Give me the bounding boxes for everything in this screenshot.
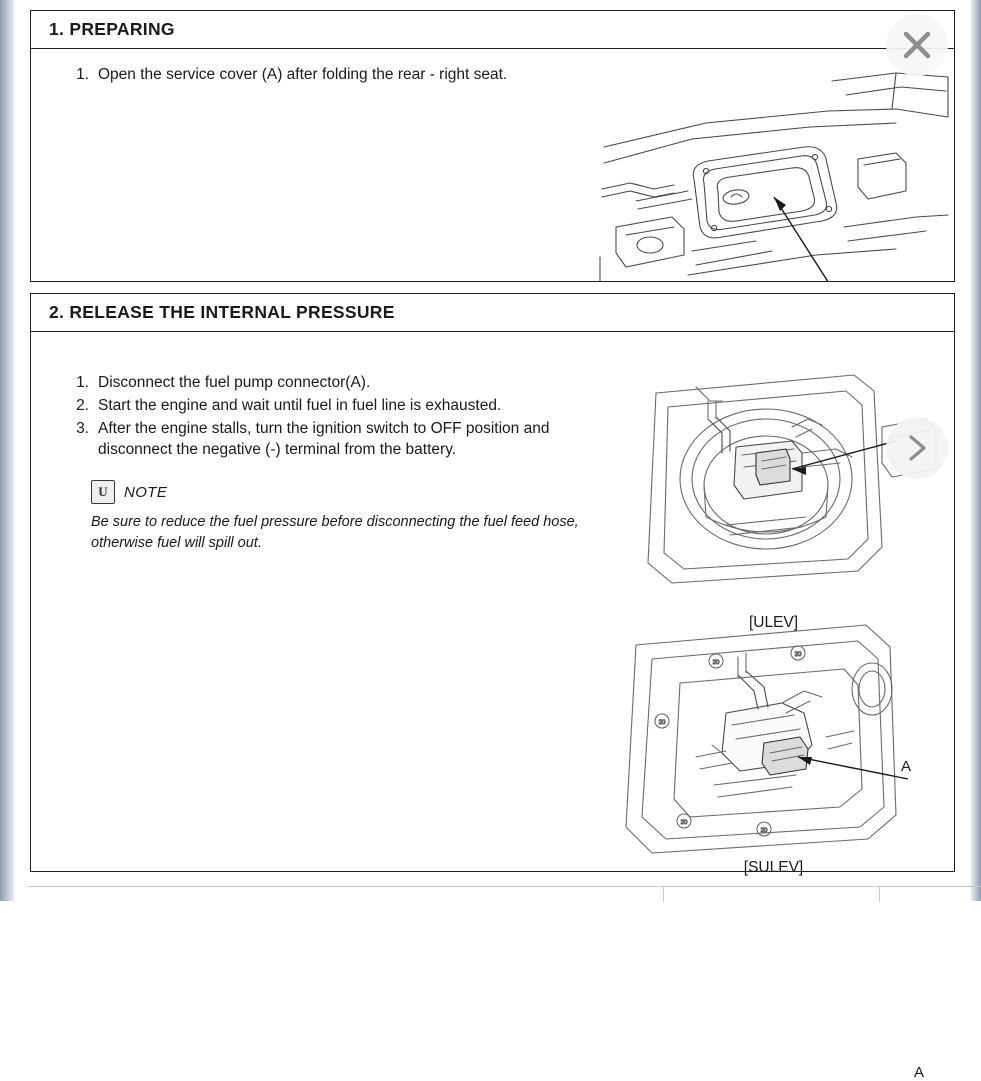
footer-cell-1 — [28, 887, 664, 902]
section-release-pressure — [30, 293, 955, 1081]
figure-sulev — [596, 617, 951, 1081]
figure-service-cover — [596, 51, 951, 281]
note-text: Be sure to reduce the fuel pressure before disconnecting the fuel feed hose, otherwise fuel will spill out. — [91, 514, 579, 551]
step-text: After the engine stalls, turn the ignition switch to OFF position and disconnect the negative (-) terminal from the battery. — [98, 419, 550, 458]
note-header — [91, 480, 601, 504]
sulev-fuel-pump-illustration — [596, 617, 951, 857]
figure-caption-sulev: [SULEV] — [743, 859, 804, 876]
ulev-fuel-pump-illustration — [596, 357, 951, 612]
section-release-pressure-title: 2. RELEASE THE INTERNAL PRESSURE — [49, 302, 395, 322]
section-release-pressure-body — [31, 332, 954, 1081]
section-release-pressure-steps — [59, 373, 589, 463]
svg-text:20: 20 — [680, 820, 688, 826]
viewer-right-edge — [971, 0, 981, 901]
page-footer-strip — [28, 886, 981, 902]
note-icon: U — [91, 480, 115, 504]
footer-cell-3 — [880, 887, 981, 902]
step-text: Open the service cover (A) after folding the rear - right seat. — [98, 66, 508, 83]
svg-text:20: 20 — [712, 660, 720, 666]
list-item — [59, 396, 589, 417]
figure-callout-a: A — [901, 758, 912, 775]
list-item — [59, 65, 599, 86]
step-text: Start the engine and wait until fuel in fuel line is exhausted. — [98, 396, 502, 414]
svg-text:20: 20 — [658, 720, 666, 726]
document-page — [14, 0, 971, 1081]
list-item — [59, 419, 589, 461]
section-preparing-header — [31, 11, 954, 49]
close-icon — [900, 28, 934, 62]
section-preparing-body — [31, 49, 954, 281]
viewer-left-edge — [0, 0, 14, 901]
figure-callout-a: A — [914, 1064, 925, 1081]
step-number: 1. — [76, 374, 89, 391]
note-block — [91, 480, 601, 553]
chevron-right-icon — [904, 433, 930, 463]
figure-caption-ulev: [ULEV] — [748, 614, 799, 631]
step-number: 2. — [76, 396, 89, 414]
list-item — [59, 373, 589, 394]
step-number: 1. — [76, 66, 89, 83]
close-button[interactable] — [886, 14, 948, 76]
section-release-pressure-header — [31, 294, 954, 332]
section-preparing-title: 1. PREPARING — [49, 19, 175, 39]
section-preparing-steps — [59, 65, 599, 86]
svg-text:20: 20 — [760, 828, 768, 834]
note-label: NOTE — [124, 483, 168, 501]
step-text: Disconnect the fuel pump connector(A). — [98, 374, 371, 391]
svg-text:20: 20 — [794, 652, 802, 658]
step-number: 3. — [76, 419, 89, 437]
footer-cell-2 — [664, 887, 880, 902]
service-cover-illustration — [596, 51, 951, 281]
section-preparing — [30, 10, 955, 282]
next-page-button[interactable] — [886, 417, 948, 479]
